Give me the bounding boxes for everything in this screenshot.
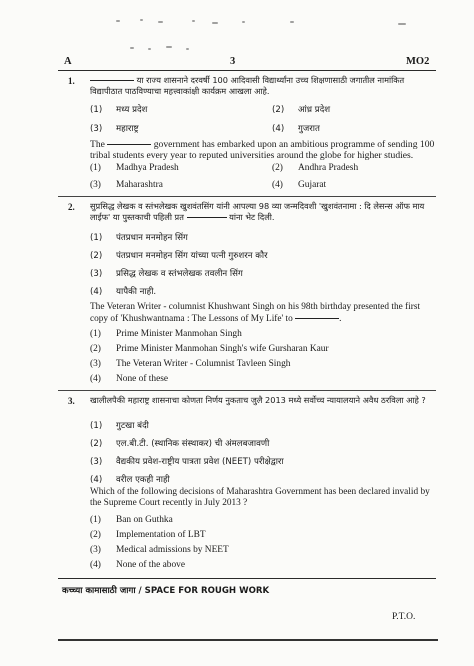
option-text: Gujarat — [298, 180, 327, 190]
option-text: Implementation of LBT — [116, 530, 206, 540]
option-number: (4) — [90, 287, 103, 297]
option-number: (1) — [90, 329, 101, 339]
option-number: (3) — [90, 180, 101, 190]
option-text: The Veteran Writer - Columnist Tavleen Singh — [116, 359, 291, 369]
option-text: Maharashtra — [116, 180, 163, 190]
bottom-rule — [58, 639, 438, 641]
option — [90, 249, 268, 261]
option — [90, 285, 156, 297]
option-number: (1) — [90, 515, 101, 525]
option — [90, 231, 188, 243]
question-2-english-line1: The Veteran Writer - columnist Khushwant Singh on his 98th birthday presented the first — [90, 302, 421, 312]
question-text: The — [90, 139, 105, 150]
option — [90, 267, 243, 279]
option — [90, 359, 290, 369]
scan-mark — [116, 20, 120, 22]
header-rule — [58, 70, 436, 71]
scan-mark — [212, 22, 218, 24]
question-1-english — [90, 139, 440, 161]
option-text: एल.बी.टी. (स्थानिक संस्थाकर) ची अंमलबजावणी — [116, 439, 270, 449]
rough-work-label: कच्च्या कामासाठी जागा / SPACE FOR ROUGH WORK — [62, 586, 270, 596]
pto-label: P.T.O. — [392, 612, 416, 622]
option-number: (4) — [90, 560, 101, 570]
answer-blank — [90, 80, 134, 81]
question-text: copy of 'Khushwantnama : The Lessons of My Life' to — [90, 314, 293, 324]
option-number: (1) — [90, 105, 103, 115]
question-2-english-line2: copy of 'Khushwantnama : The Lessons of My Life' to . — [90, 314, 342, 324]
option-text: Andhra Pradesh — [298, 163, 359, 173]
option — [90, 122, 139, 134]
scan-mark — [242, 21, 245, 23]
option — [90, 419, 149, 431]
question-3-english: Which of the following decisions of Maharashtra Government has been declared invalid by the Supreme Court recently in July 2013 ? — [90, 487, 430, 509]
scan-mark — [186, 48, 189, 50]
answer-blank — [295, 318, 339, 319]
paper-code-left: A — [64, 56, 72, 67]
option-text: गुटखा बंदी — [116, 421, 149, 431]
paper-code-right: MO2 — [406, 56, 430, 67]
option — [272, 122, 320, 134]
option-number: (1) — [90, 233, 103, 243]
option-number: (4) — [272, 124, 285, 134]
question-number: 2. — [68, 202, 75, 212]
option — [272, 103, 330, 115]
option-text: प्रसिद्ध लेखक व स्तंभलेखक तवलीन सिंग — [116, 269, 243, 279]
option-number: (2) — [90, 530, 101, 540]
page-number: 3 — [230, 56, 236, 67]
option-number: (2) — [272, 105, 285, 115]
question-divider — [58, 578, 436, 579]
scan-mark — [192, 20, 195, 22]
option — [90, 545, 229, 555]
question-3-marathi: खालीलपैकी महाराष्ट्र शासनाचा कोणता निर्णय नुकताच जुलै 2013 मध्ये सर्वोच्च न्यायालयाने अवैध ठरविला आहे ? — [90, 395, 426, 405]
option-number: (4) — [272, 180, 283, 190]
option-number: (1) — [90, 163, 101, 173]
option-text: यापैकी नाही. — [116, 287, 157, 297]
answer-blank — [107, 144, 151, 145]
option-number: (3) — [90, 359, 101, 369]
question-text: government has embarked upon an ambitious programme of sending 100 tribal students every year to reputed universities around the globe for higher studies. — [90, 139, 435, 162]
option — [90, 560, 185, 570]
option-number: (3) — [90, 545, 101, 555]
option-number: (2) — [90, 251, 103, 261]
option — [90, 530, 206, 540]
question-number: 3. — [68, 396, 75, 406]
option-text: Prime Minister Manmohan Singh's wife Gursharan Kaur — [116, 344, 329, 354]
option-text: Madhya Pradesh — [116, 163, 179, 173]
question-2-marathi — [90, 201, 435, 223]
option — [90, 163, 179, 173]
option — [90, 473, 170, 485]
option-text: गुजरात — [298, 124, 320, 134]
scan-mark — [158, 21, 163, 23]
option-text: Ban on Guthka — [116, 515, 173, 525]
option-number: (4) — [90, 475, 103, 485]
option-text: None of the above — [116, 560, 185, 570]
option — [90, 344, 329, 354]
option-text: Medical admissions by NEET — [116, 545, 229, 555]
scan-mark — [166, 46, 172, 48]
option-number: (4) — [90, 374, 101, 384]
scan-mark — [140, 19, 143, 21]
question-number: 1. — [68, 76, 75, 86]
question-text: सुप्रसिद्ध लेखक व स्तंभलेखक खुशवंतसिंग यांनी आपल्या 98 व्या जन्मदिवशी 'खुशवंतनामा : दि लेसन्स ऑफ माय लाईफ' या पुस्तकाची पहिली प्रत — [90, 201, 425, 222]
option-text: वरील एकही नाही — [116, 475, 170, 485]
option-text: पंतप्रधान मनमोहन सिंग यांच्या पत्नी गुरुशरन कौर — [116, 251, 268, 261]
scan-mark — [148, 48, 151, 50]
answer-blank — [187, 217, 227, 218]
scan-mark — [398, 23, 406, 25]
option-number: (1) — [90, 421, 103, 431]
option — [90, 103, 147, 115]
question-1-marathi — [90, 75, 435, 97]
option-number: (3) — [90, 269, 103, 279]
scan-mark — [130, 47, 134, 49]
option-text: महाराष्ट्र — [116, 124, 139, 134]
option — [90, 374, 168, 384]
option-text: None of these — [116, 374, 169, 384]
option-text: पंतप्रधान मनमोहन सिंग — [116, 233, 188, 243]
option-text: आंध्र प्रदेश — [298, 105, 331, 115]
question-divider — [58, 196, 436, 197]
option — [90, 455, 284, 467]
option — [272, 163, 358, 173]
option-text: Prime Minister Manmohan Singh — [116, 329, 242, 339]
option-number: (3) — [90, 124, 103, 134]
option — [90, 180, 163, 190]
option-number: (2) — [90, 344, 101, 354]
question-text: यांना भेट दिली. — [229, 211, 275, 222]
option-number: (3) — [90, 457, 103, 467]
option-number: (2) — [272, 163, 283, 173]
option — [90, 329, 242, 339]
option-number: (2) — [90, 439, 103, 449]
option — [90, 515, 173, 525]
option-text: मध्य प्रदेश — [116, 105, 148, 115]
option-text: वैद्यकीय प्रवेश-राष्ट्रीय पात्रता प्रवेश (NEET) परीक्षेद्वारा — [116, 457, 284, 467]
option — [90, 437, 269, 449]
option — [272, 180, 326, 190]
scan-mark — [290, 21, 294, 23]
question-text: या राज्य शासनाने दरवर्षी 100 आदिवासी विद्यार्थ्यांना उच्च शिक्षणासाठी जगातील नामांकित विद्यापीठात पाठविण्याचा महत्त्वाकांक्षी कार्यक्रम आखला आहे. — [90, 75, 405, 96]
question-divider — [58, 390, 436, 391]
